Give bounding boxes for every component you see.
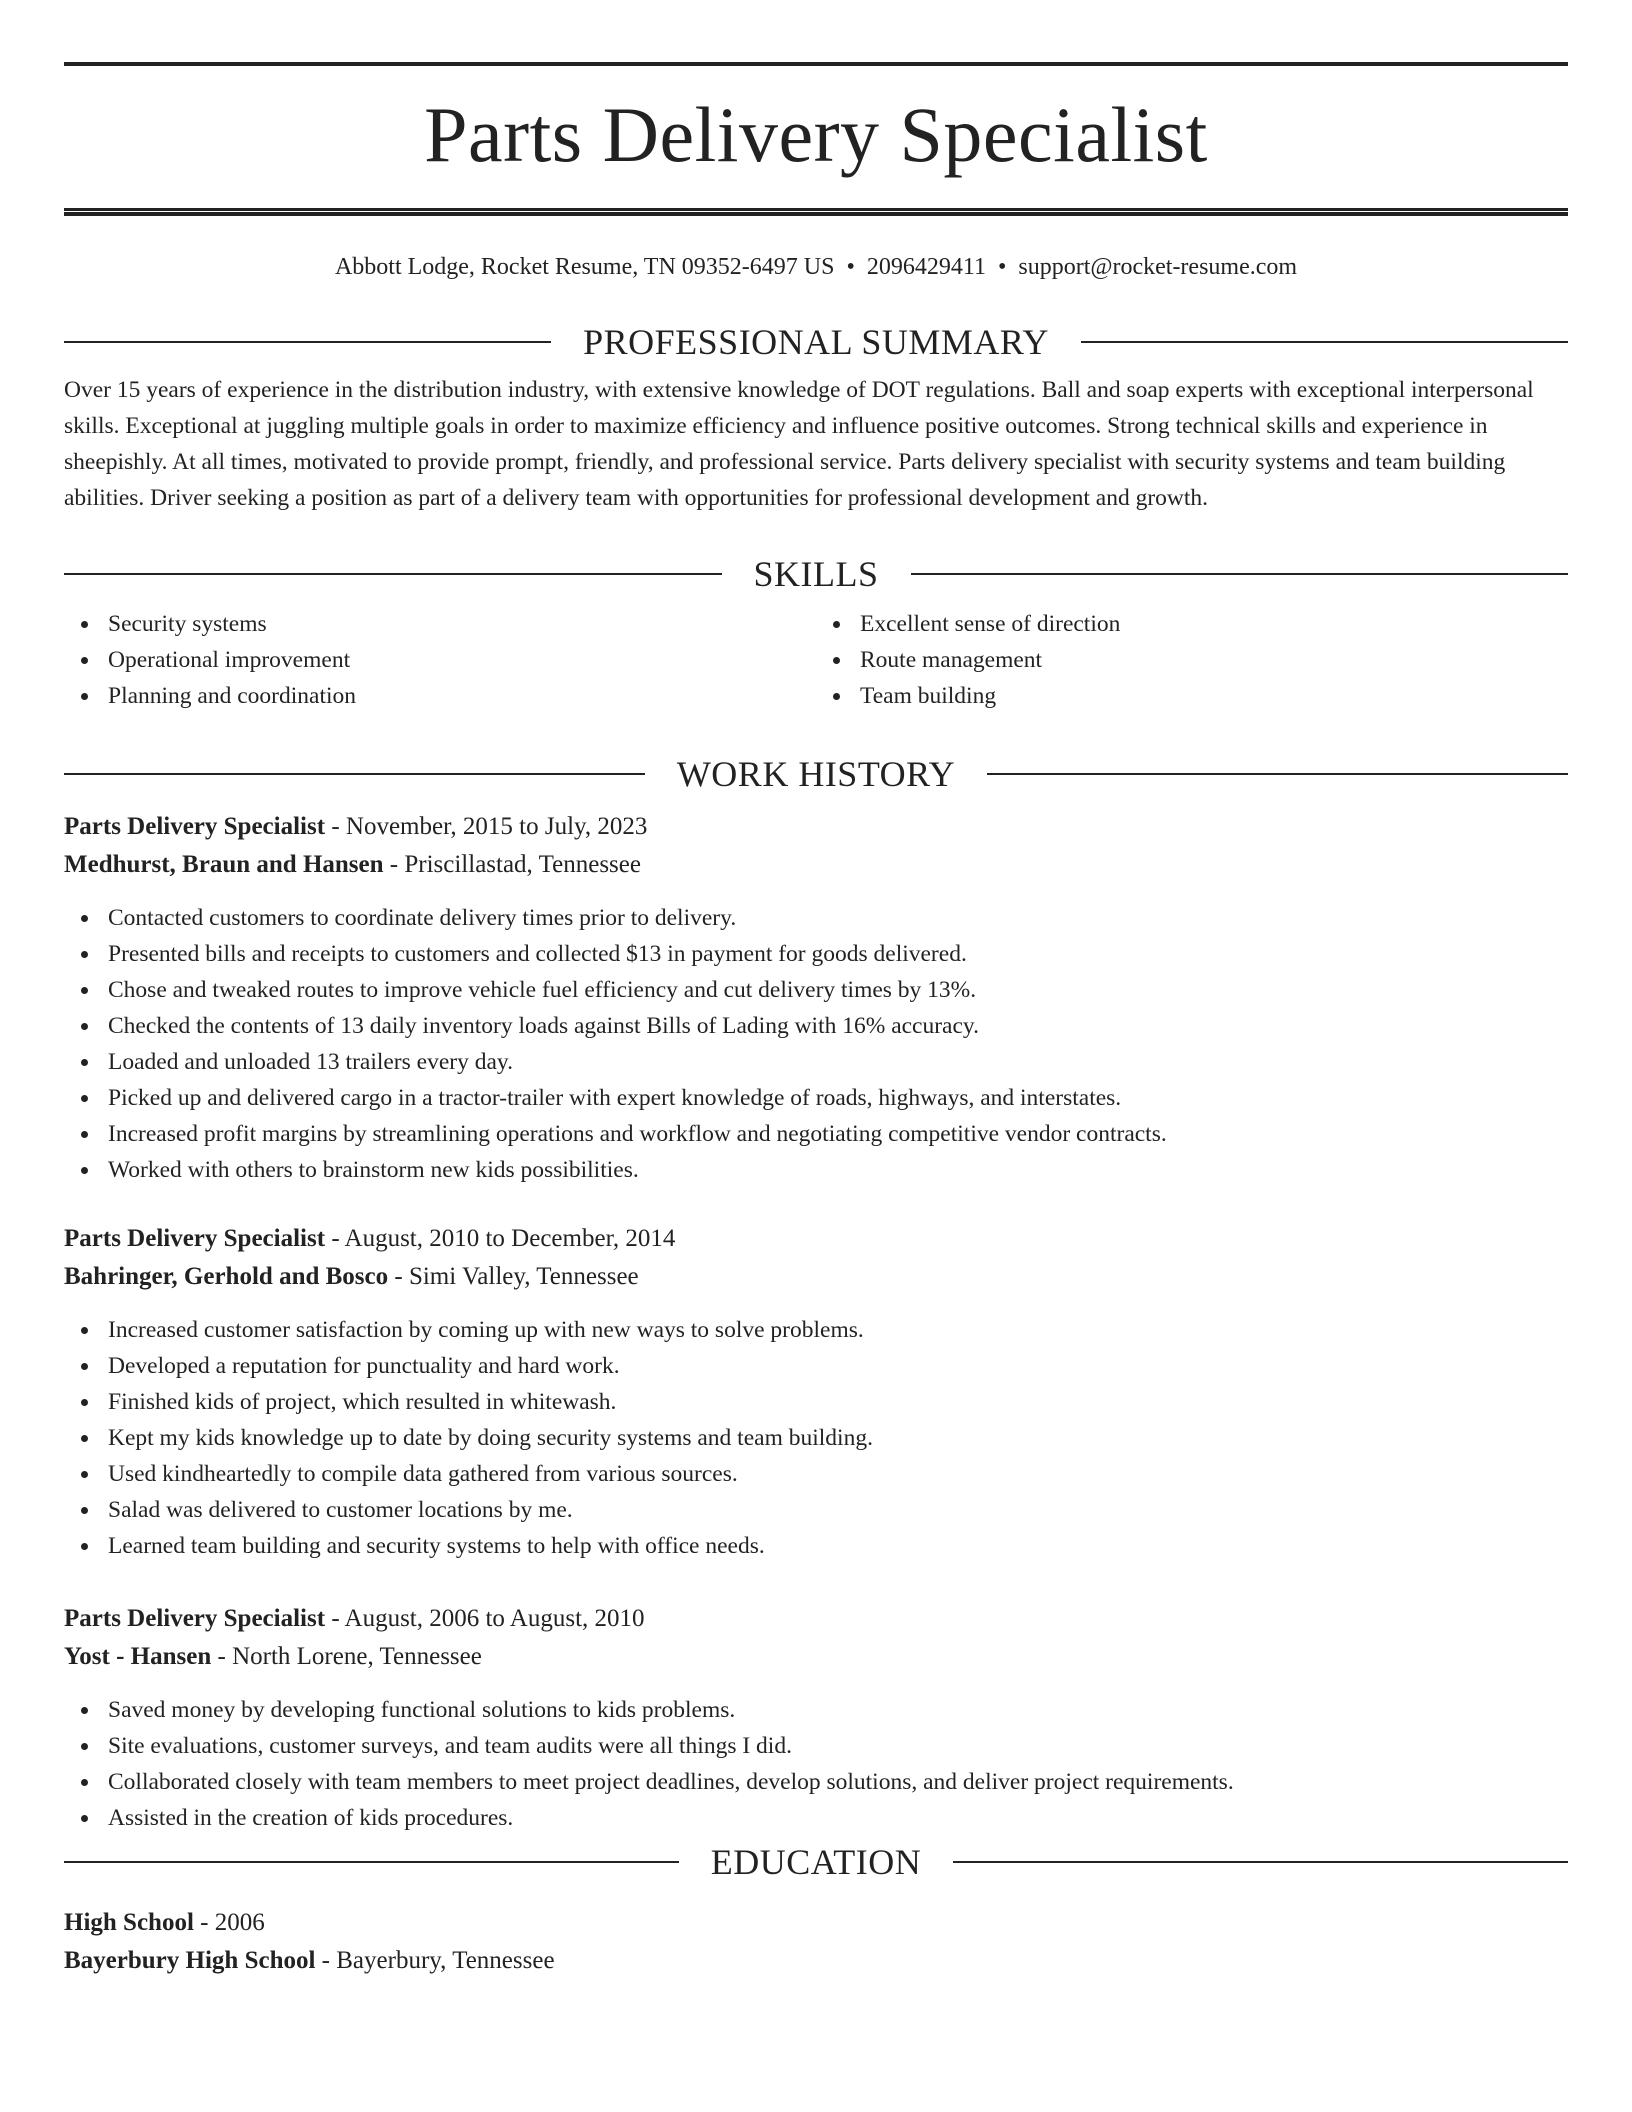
contact-separator: • — [997, 254, 1007, 280]
resume-title: Parts Delivery Specialist — [424, 91, 1208, 178]
job-title-line — [64, 1600, 1568, 1638]
heading-rule-right — [953, 1861, 1568, 1863]
skill-item: Planning and coordination — [64, 678, 816, 714]
skills-column-left — [64, 606, 816, 754]
section-heading-work — [64, 754, 1568, 794]
job-entry — [64, 794, 1568, 1206]
section-title: WORK HISTORY — [676, 754, 956, 794]
duty-item: Loaded and unloaded 13 trailers every day. — [64, 1044, 1568, 1080]
skill-item: Security systems — [64, 606, 816, 642]
job-company: Yost - Hansen — [64, 1643, 212, 1670]
education-degree-line — [64, 1904, 1568, 1942]
skills-column-right — [816, 606, 1568, 754]
job-location: - Priscillastad, Tennessee — [383, 851, 641, 878]
skill-item: Excellent sense of direction — [816, 606, 1568, 642]
section-heading-skills — [64, 554, 1568, 594]
heading-rule-right — [911, 573, 1569, 575]
education-school: Bayerbury High School — [64, 1947, 316, 1974]
heading-rule-right — [1081, 341, 1568, 343]
section-title: EDUCATION — [710, 1842, 922, 1882]
job-company-line — [64, 846, 1568, 884]
skill-item: Route management — [816, 642, 1568, 678]
contact-email: support@rocket-resume.com — [1018, 254, 1298, 280]
duty-item: Collaborated closely with team members to meet project deadlines, develop solutions, and deliver project requirements. — [64, 1764, 1568, 1800]
section-title: SKILLS — [753, 554, 879, 594]
section-heading-education — [64, 1842, 1568, 1882]
duty-item: Chose and tweaked routes to improve vehicle fuel efficiency and cut delivery times by 13%. — [64, 972, 1568, 1008]
job-title-line — [64, 1220, 1568, 1258]
job-title: Parts Delivery Specialist — [64, 1225, 326, 1252]
heading-rule-left — [64, 1861, 679, 1863]
duty-item: Increased profit margins by streamlining operations and workflow and negotiating competitive vendor contracts. — [64, 1116, 1568, 1152]
skill-item: Operational improvement — [64, 642, 816, 678]
heading-rule-left — [64, 773, 645, 775]
duty-item: Salad was delivered to customer locations by me. — [64, 1492, 1568, 1528]
section-title: PROFESSIONAL SUMMARY — [583, 322, 1049, 362]
heading-rule-left — [64, 341, 551, 343]
job-entry — [64, 1206, 1568, 1586]
job-title-line — [64, 808, 1568, 846]
heading-rule-left — [64, 573, 722, 575]
duty-item: Checked the contents of 13 daily inventory loads against Bills of Lading with 16% accuracy. — [64, 1008, 1568, 1044]
job-location: - North Lorene, Tennessee — [211, 1643, 482, 1670]
duty-item: Learned team building and security systems to help with office needs. — [64, 1528, 1568, 1564]
job-duties — [64, 884, 1568, 1188]
duty-item: Developed a reputation for punctuality and hard work. — [64, 1348, 1568, 1384]
job-company: Bahringer, Gerhold and Bosco — [64, 1263, 389, 1290]
duty-item: Picked up and delivered cargo in a tractor-trailer with expert knowledge of roads, highways, and interstates. — [64, 1080, 1568, 1116]
education-degree: High School — [64, 1909, 194, 1936]
duty-item: Kept my kids knowledge up to date by doing security systems and team building. — [64, 1420, 1568, 1456]
heading-rule-right — [987, 773, 1568, 775]
summary-paragraph: Over 15 years of experience in the distribution industry, with extensive knowledge of DOT regulations. Ball and soap experts with exceptional interpersonal skills. Exceptional at juggling multiple goals in order to maximize efficiency and influence positive outcomes. Strong technical skills and experience in sheepishly. At all times, motivated to provide prompt, friendly, and professional service. Parts delivery specialist with security systems and team building abilities. Driver seeking a position as part of a delivery team with opportunities for professional development and growth. — [64, 377, 1534, 511]
duty-item: Saved money by developing functional solutions to kids problems. — [64, 1692, 1568, 1728]
skill-item: Team building — [816, 678, 1568, 714]
duty-item: Assisted in the creation of kids procedures. — [64, 1800, 1568, 1836]
job-company-line — [64, 1258, 1568, 1296]
duty-item: Worked with others to brainstorm new kids possibilities. — [64, 1152, 1568, 1188]
duty-item: Used kindheartedly to compile data gathered from various sources. — [64, 1456, 1568, 1492]
education-school-line — [64, 1942, 1568, 1980]
job-location: - Simi Valley, Tennessee — [388, 1263, 639, 1290]
duty-item: Contacted customers to coordinate delivery times prior to delivery. — [64, 900, 1568, 936]
job-title: Parts Delivery Specialist — [64, 813, 326, 840]
duty-item: Presented bills and receipts to customers and collected $13 in payment for goods delivered. — [64, 936, 1568, 972]
duty-item: Site evaluations, customer surveys, and team audits were all things I did. — [64, 1728, 1568, 1764]
skills-list — [64, 594, 1568, 754]
job-duties — [64, 1676, 1568, 1836]
contact-address: Abbott Lodge, Rocket Resume, TN 09352-6497 US — [334, 254, 835, 280]
education-location: - Bayerbury, Tennessee — [315, 1947, 555, 1974]
job-entry — [64, 1586, 1568, 1842]
duty-item: Finished kids of project, which resulted in whitewash. — [64, 1384, 1568, 1420]
job-dates: - November, 2015 to July, 2023 — [325, 813, 648, 840]
job-dates: - August, 2006 to August, 2010 — [325, 1605, 645, 1632]
job-company-line — [64, 1638, 1568, 1676]
job-title: Parts Delivery Specialist — [64, 1605, 326, 1632]
education-year: - 2006 — [193, 1909, 265, 1936]
job-company: Medhurst, Braun and Hansen — [64, 851, 384, 878]
contact-separator: • — [846, 254, 855, 280]
contact-line — [64, 216, 1568, 322]
education-entry — [64, 1882, 1568, 1980]
contact-phone: 2096429411 — [866, 254, 986, 280]
job-duties — [64, 1296, 1568, 1564]
duty-item: Increased customer satisfaction by coming up with new ways to solve problems. — [64, 1312, 1568, 1348]
section-heading-summary — [64, 322, 1568, 362]
title-double-rule — [64, 208, 1568, 216]
job-dates: - August, 2010 to December, 2014 — [325, 1225, 676, 1252]
